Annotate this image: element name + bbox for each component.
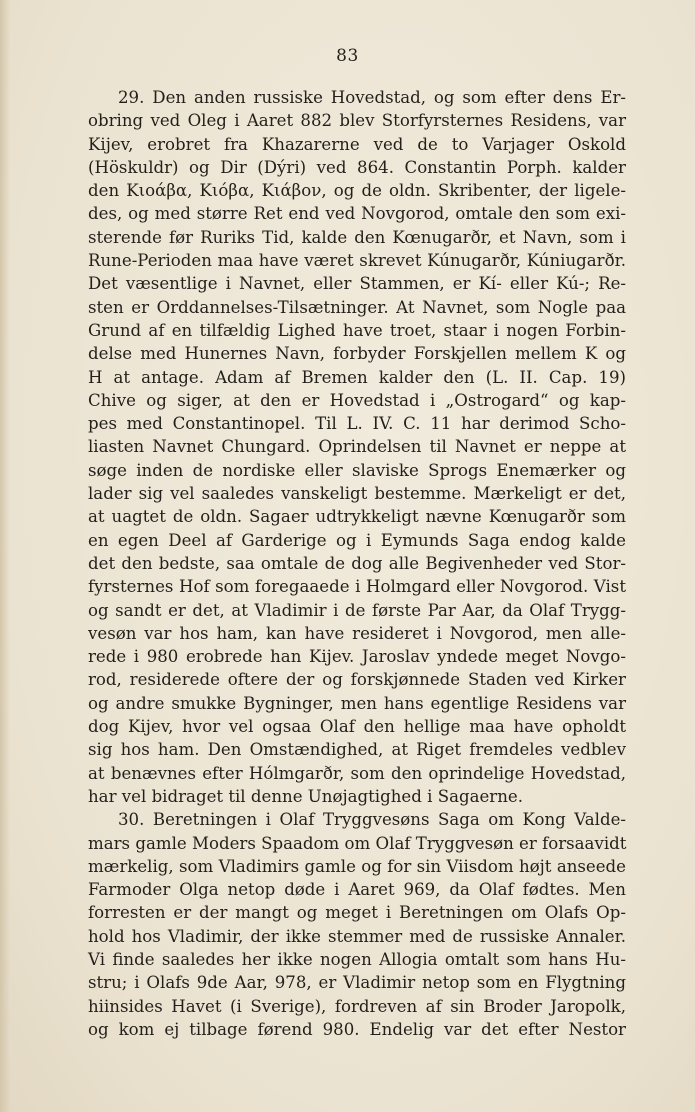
text-line: sterende før Ruriks Tid, kalde den Kœnugarðr, et Navn, som i	[88, 227, 626, 247]
page-number: 83	[336, 46, 359, 66]
text-line: (Höskuldr) og Dir (Dýri) ved 864. Constantin Porph. kalder	[88, 157, 626, 177]
text-line: Chive og siger, at den er Hovedstad i „Ostrogard“ og kap-	[88, 390, 626, 410]
text-line: Grund af en tilfældig Lighed have troet, staar i nogen Forbin-	[88, 320, 626, 340]
text-line: og andre smukke Bygninger, men hans egentlige Residens var	[88, 693, 626, 713]
text-line: søge inden de nordiske eller slaviske Sprogs Enemærker og	[88, 460, 626, 480]
text-line: Vi finde saaledes her ikke nogen Allogia omtalt som hans Hu-	[88, 949, 626, 969]
text-line: den Κιοάβα, Κιόβα, Κιάβον, og de oldn. Skribenter, der ligele-	[88, 181, 626, 201]
text-line: H at antage. Adam af Bremen kalder den (L. II. Cap. 19)	[88, 367, 626, 387]
text-line: delse med Hunernes Navn, forbyder Forskjellen mellem K og	[88, 344, 626, 364]
text-line: og kom ej tilbage førend 980. Endelig var det efter Nestor	[88, 1019, 626, 1039]
text-line: at uagtet de oldn. Sagaer udtrykkeligt nævne Kœnugarðr som	[88, 507, 626, 527]
text-line: og sandt er det, at Vladimir i de første Par Aar, da Olaf Trygg-	[88, 600, 626, 620]
text-line: at benævnes efter Hólmgarðr, som den oprindelige Hovedstad,	[88, 763, 626, 783]
page-edge	[0, 0, 10, 1112]
text-line: mærkelig, som Vladimirs gamle og for sin Viisdom højt anseede	[88, 856, 626, 876]
text-line: Kijev, erobret fra Khazarerne ved de to Varjager Oskold	[88, 134, 626, 154]
text-line: Det væsentlige i Navnet, eller Stammen, er Kí- eller Kú-; Re-	[88, 274, 626, 294]
text-line: fyrsternes Hof som foregaaede i Holmgard eller Novgorod. Vist	[88, 577, 626, 597]
text-line: obring ved Oleg i Aaret 882 blev Storfyrsternes Residens, var	[88, 111, 626, 131]
text-line: Farmoder Olga netop døde i Aaret 969, da Olaf fødtes. Men	[88, 880, 626, 900]
text-line: sten er Orddannelses-Tilsætninger. At Navnet, som Nogle paa	[88, 297, 626, 317]
body-text	[88, 86, 626, 1041]
text-line: Rune-Perioden maa have været skrevet Kúnugarðr, Kúniugarðr.	[88, 251, 626, 271]
text-line: sig hos ham. Den Omstændighed, at Riget fremdeles vedblev	[88, 740, 626, 760]
text-line: dog Kijev, hvor vel ogsaa Olaf den hellige maa have opholdt	[88, 717, 626, 737]
text-line: lader sig vel saaledes vanskeligt bestemme. Mærkeligt er det,	[88, 484, 626, 504]
text-line: liasten Navnet Chungard. Oprindelsen til Navnet er neppe at	[88, 437, 626, 457]
text-line: en egen Deel af Garderige og i Eymunds Saga endog kalde	[88, 530, 626, 550]
text-line: pes med Constantinopel. Til L. IV. C. 11 har derimod Scho-	[88, 414, 626, 434]
text-line: mars gamle Moders Spaadom om Olaf Tryggvesøn er forsaavidt	[88, 833, 627, 853]
text-line: 30. Beretningen i Olaf Tryggvesøns Saga om Kong Valde-	[118, 810, 626, 830]
text-line: des, og med større Ret end ved Novgorod, omtale den som exi-	[88, 204, 626, 224]
text-line: vesøn var hos ham, kan have resideret i Novgorod, men alle-	[88, 623, 626, 643]
text-line: hold hos Vladimir, der ikke stemmer med de russiske Annaler.	[88, 926, 626, 946]
text-line: forresten er der mangt og meget i Beretningen om Olafs Op-	[88, 903, 626, 923]
text-line: stru; i Olafs 9de Aar, 978, er Vladimir netop som en Flygtning	[88, 973, 626, 993]
text-line: har vel bidraget til denne Unøjagtighed i Sagaerne.	[88, 786, 524, 806]
text-line: rede i 980 erobrede han Kijev. Jaroslav yndede meget Novgo-	[88, 647, 626, 667]
text-line: det den bedste, saa omtale de dog alle Begivenheder ved Stor-	[88, 553, 626, 573]
text-line: hiinsides Havet (i Sverige), fordreven af sin Broder Jaropolk,	[88, 996, 626, 1016]
text-line: rod, residerede oftere der og forskjønnede Staden ved Kirker	[88, 670, 626, 690]
text-line: 29. Den anden russiske Hovedstad, og som efter dens Er-	[118, 88, 626, 107]
